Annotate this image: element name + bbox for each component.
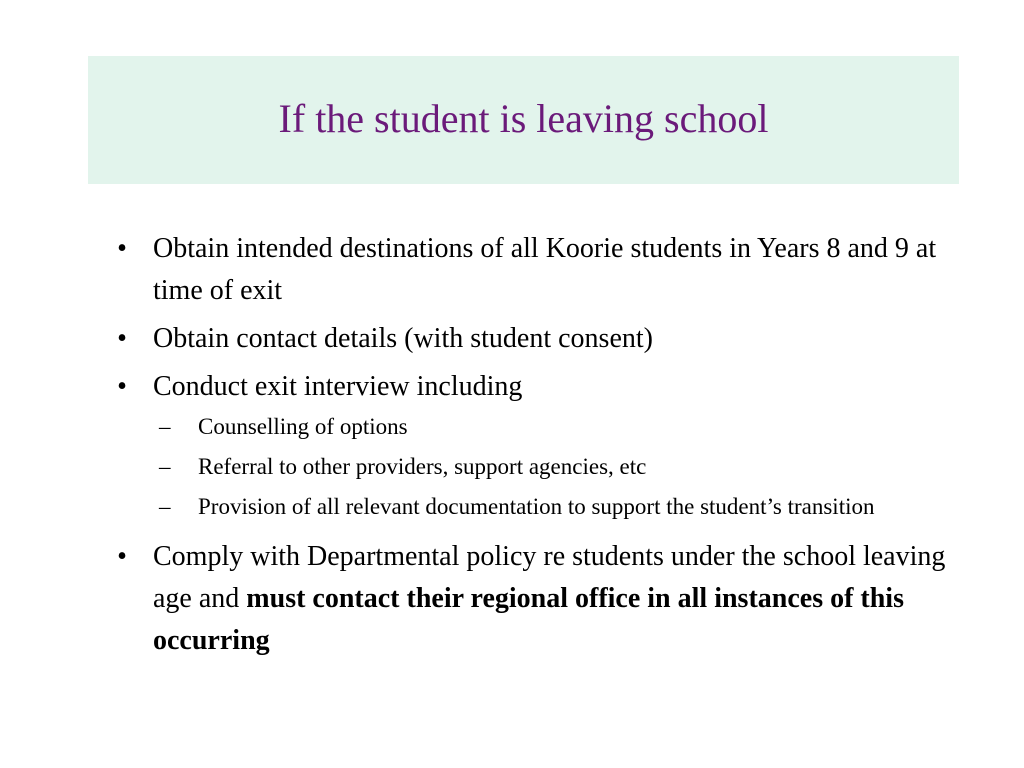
slide-body bbox=[112, 228, 972, 668]
sub-bullet-text: Counselling of options bbox=[198, 414, 408, 439]
bullet-marker: • bbox=[117, 371, 127, 402]
bullet-text-emphasis: must contact their regional office in all instances of this occurring bbox=[153, 583, 904, 656]
slide-title: If the student is leaving school bbox=[278, 95, 769, 141]
bullet-item-destinations bbox=[112, 228, 972, 312]
sub-bullet-documentation bbox=[112, 490, 972, 523]
bullet-item-contact-details bbox=[112, 318, 972, 360]
bullet-marker: • bbox=[117, 233, 127, 264]
bullet-text: Obtain contact details (with student consent) bbox=[153, 323, 653, 354]
bullet-text-normal: Comply with Departmental policy re students under the school leaving age and bbox=[153, 541, 946, 614]
title-box bbox=[88, 56, 959, 184]
bullet-text: Conduct exit interview including bbox=[153, 371, 523, 402]
bullet-marker: • bbox=[117, 323, 127, 354]
sub-bullet-marker: – bbox=[159, 494, 171, 519]
bullet-text: Obtain intended destinations of all Koorie students in Years 8 and 9 at time of exit bbox=[153, 233, 937, 306]
sub-bullet-referral bbox=[112, 450, 972, 483]
bullet-marker: • bbox=[117, 541, 127, 572]
sub-bullet-counselling bbox=[112, 410, 972, 443]
sub-bullet-marker: – bbox=[159, 414, 171, 439]
sub-bullet-marker: – bbox=[159, 454, 171, 479]
bullet-item-exit-interview bbox=[112, 366, 972, 408]
sub-bullet-text: Provision of all relevant documentation to support the student’s transition bbox=[198, 494, 875, 519]
bullet-item-comply-policy bbox=[112, 536, 972, 662]
sub-bullet-text: Referral to other providers, support agencies, etc bbox=[198, 454, 647, 479]
